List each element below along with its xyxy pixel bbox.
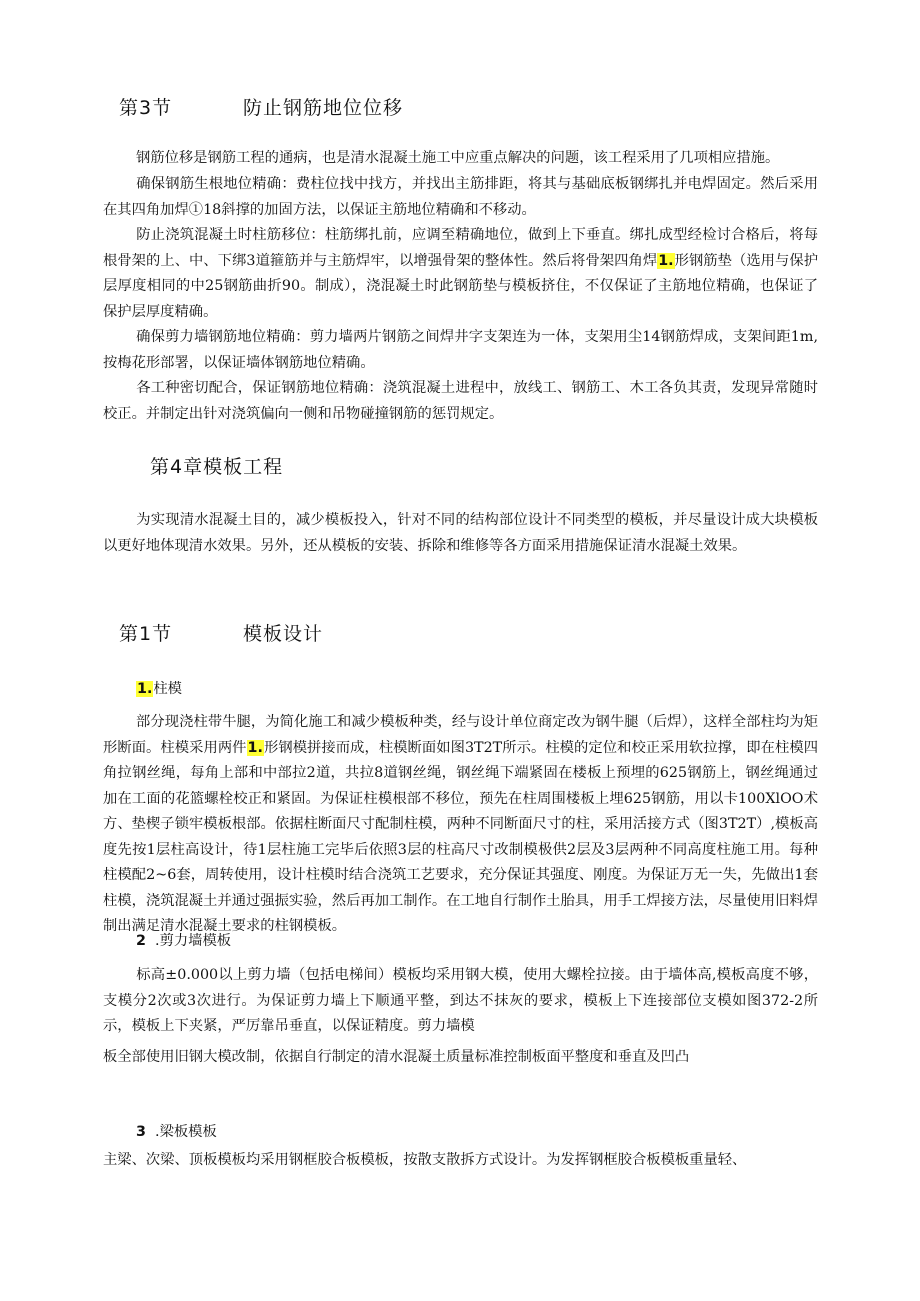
section-3-heading — [119, 93, 403, 120]
paragraph-text: 为实现清水混凝土目的，减少模板投入，针对不同的结构部位设计不同类型的模板，并尽量设计成大块模板以更好地体现清水效果。另外，还从模板的安装、拆除和维修等各方面采用措施保证清水混凝土效果。 — [103, 512, 818, 554]
paragraph-text: 防止浇筑混凝土时柱筋移位：柱筋绑扎前，应调至精确地位，做到上下垂直。绑扎成型经检讨合格后，将每根骨架的上、中、下绑3道箍筋并与主筋焊牢，以增强骨架的整体性。然后将骨架四角焊 — [103, 227, 818, 269]
paragraph-text: 主梁、次梁、顶板模板均采用钢框胶合板模板，按散支散拆方式设计。为发挥钢框胶合板模板重量轻、 — [103, 1152, 747, 1168]
highlight-mark: 1. — [137, 681, 153, 697]
paragraph-text: 标高±0.000以上剪力墙（包括电梯间）模板均采用钢大模，使用大螺栓拉接。由于墙体高,模板高度不够，支模分2次或3次进行。为保证剪力墙上下顺通平整，到达不抹灰的要求，模板上下连接部位支模如图372-2所示，模板上下夹紧，严厉靠吊垂直，以保证精度。剪力墙模 — [103, 967, 818, 1034]
section-1-heading — [119, 619, 323, 646]
paragraph — [103, 172, 818, 223]
paragraph — [103, 146, 818, 172]
paragraph — [103, 1148, 818, 1174]
paragraph-text: 确保钢筋生根地位精确：费柱位找中找方，并找出主筋排距，将其与基础底板钢绑扎并电焊固定。然后采用在其四角加焊①18斜撑的加固方法，以保证主筋地位精确和不移动。 — [103, 176, 818, 218]
highlight-mark: 1. — [247, 739, 263, 756]
paragraph — [103, 508, 818, 559]
paragraph — [103, 376, 818, 427]
paragraph — [103, 325, 818, 376]
paragraph — [103, 710, 818, 940]
section-title: 防止钢筋地位位移 — [243, 97, 404, 119]
subheading-column-formwork — [136, 678, 182, 698]
paragraph-text: 板全部使用旧钢大模改制，依据自行制定的清水混凝土质量标准控制板面平整度和垂直及凹凸 — [103, 1049, 690, 1065]
subheading-number: 3 — [136, 1124, 146, 1140]
highlight-mark: 1. — [658, 252, 674, 269]
subheading-text: .梁板模板 — [155, 1124, 217, 1140]
paragraph — [103, 1045, 818, 1071]
subheading-shear-wall-formwork — [136, 930, 231, 950]
section-title: 模板设计 — [243, 623, 324, 645]
subheading-text: 柱模 — [153, 681, 182, 697]
paragraph-text: 形钢筋垫（选用与保护层厚度相同的中25钢筋曲折90。制成），浇混凝土时此钢筋垫与模板挤住，不仅保证了主筋地位精确，也保证了保护层厚度精确。 — [103, 252, 819, 320]
section-number: 第1节 — [119, 623, 173, 645]
paragraph — [103, 963, 818, 1040]
paragraph — [103, 223, 818, 325]
section-number: 第3节 — [119, 97, 173, 119]
subheading-beam-slab-formwork — [136, 1121, 217, 1141]
subheading-text: .剪力墙模板 — [155, 933, 232, 949]
paragraph-text: 形钢模拼接而成，柱模断面如图3T2T所示。柱模的定位和校正采用软拉撑，即在柱模四角拉钢丝绳，每角上部和中部拉2道，共拉8道钢丝绳，钢丝绳下端紧固在楼板上预埋的625钢筋上，钢丝绳通过加在工面的花篮螺栓校正和紧固。为保证柱模根部不移位，预先在柱周围楼板上埋625钢筋，用以卡100XlOO术方、垫楔子锁牢模板根部。依据柱断面尺寸配制柱模，两种不同断面尺寸的柱，采用活接方式（图3T2T）,模板高度先按1层柱高设计，待1层柱施工完毕后依照3层的柱高尺寸改制模极供2层及3层两种不同高度柱施工用。每种柱模配2~6套，周转使用，设计柱模时结合浇筑工艺要求，充分保证其强度、刚度。为保证万无一失，先做出1套柱模，浇筑混凝土并通过强振实验，然后再加工制作。在工地自行制作土胎具，用手工焊接方法，尽量使用旧料焊制出满足清水混凝土要求的柱钢模板。 — [103, 739, 819, 934]
paragraph-text: 各工种密切配合，保证钢筋地位精确：浇筑混凝土进程中，放线工、钢筋工、木工各负其责，发现异常随时校正。并制定出针对浇筑偏向一侧和吊物碰撞钢筋的惩罚规定。 — [103, 380, 818, 422]
paragraph-text: 部分现浇柱带牛腿，为简化施工和减少模板种类，经与设计单位商定改为钢牛腿（后焊），这样全部柱均为矩形断面。柱模采用两件 — [103, 714, 818, 756]
paragraph-text: 确保剪力墙钢筋地位精确：剪力墙两片钢筋之间焊井字支架连为一体，支架用尘14钢筋焊成，支架间距1m,按梅花形部署，以保证墙体钢筋地位精确。 — [103, 329, 818, 371]
subheading-number: 2 — [136, 933, 146, 949]
paragraph-text: 钢筋位移是钢筋工程的通病，也是清水混凝土施工中应重点解决的问题，该工程采用了几项相应措施。 — [136, 150, 780, 166]
chapter-4-heading: 第4章模板工程 — [150, 456, 284, 478]
